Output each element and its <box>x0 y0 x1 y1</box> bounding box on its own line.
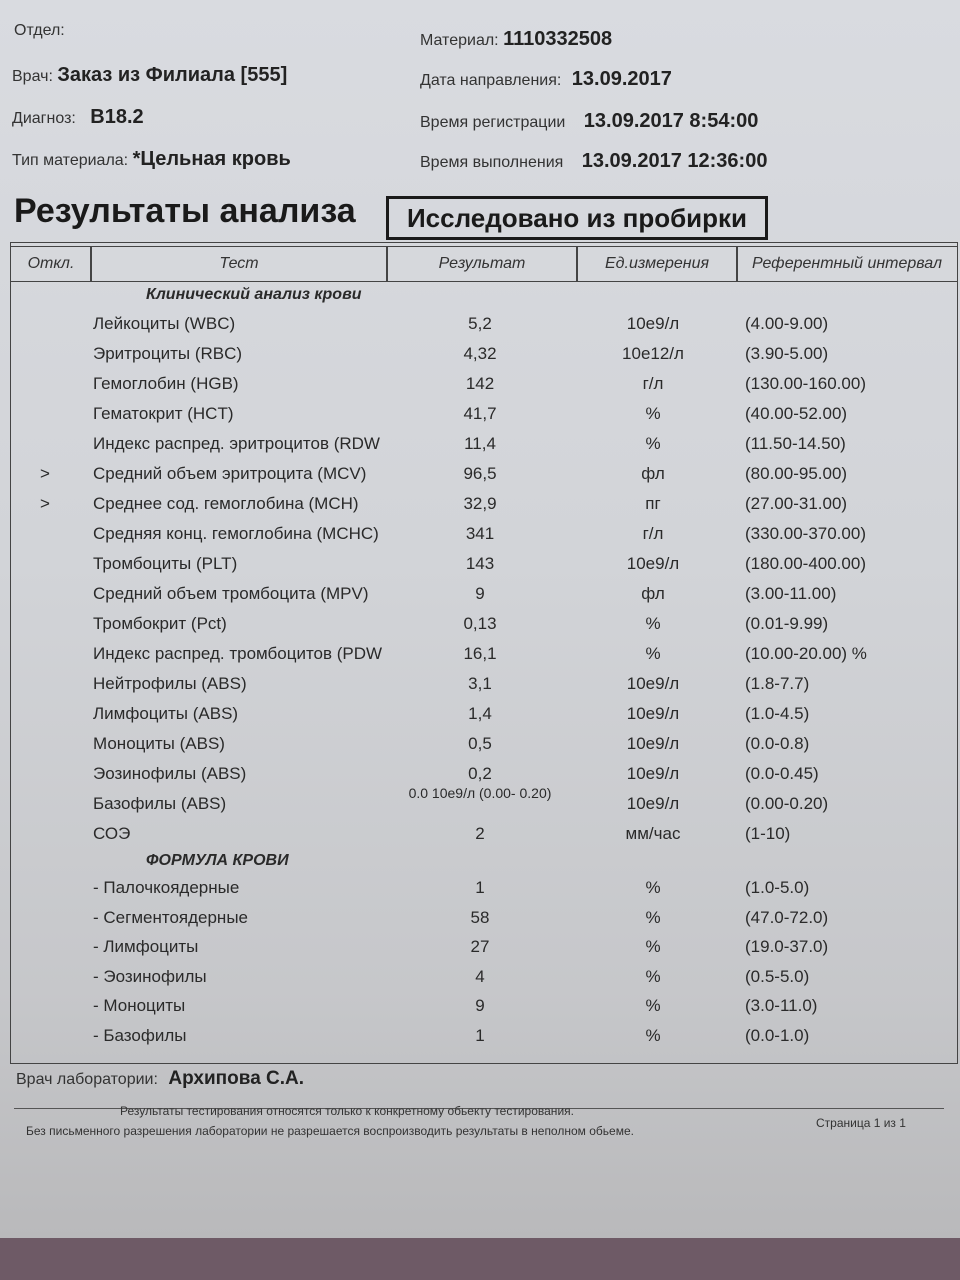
result-value: 4,32 <box>463 344 497 363</box>
test-name: Эозинофилы (ABS) <box>93 764 247 783</box>
test-name: Средний объем тромбоцита (MPV) <box>93 584 369 603</box>
unit-value: 10e12/л <box>622 344 684 363</box>
unit-value: 10e9/л <box>626 674 680 693</box>
unit-value: 10e9/л <box>626 764 680 783</box>
page-title: Результаты анализа <box>14 192 356 230</box>
unit-value: 10e9/л <box>626 704 680 723</box>
registration-value: 13.09.2017 8:54:00 <box>583 110 759 132</box>
doctor-label: Врач: <box>12 68 53 85</box>
result-value: 11,4 <box>464 434 496 453</box>
test-name: - Моноциты <box>93 996 186 1016</box>
footer-note-1: Результаты тестирования относятся только к конкретному обьекту тестирования. <box>120 1104 574 1118</box>
table-row <box>0 908 960 936</box>
reference-range: (1-10) <box>745 824 791 843</box>
test-name: Индекс распред. эритроцитов (RDW <box>93 434 380 453</box>
table-row <box>0 554 960 582</box>
referral-date-value: 13.09.2017 <box>571 68 672 90</box>
material-value: 1110332508 <box>503 28 613 50</box>
material-label: Материал: <box>420 32 499 49</box>
reference-range: (11.50-14.50) <box>745 434 846 453</box>
test-name: СОЭ <box>93 824 131 843</box>
diagnosis-value: B18.2 <box>90 106 144 128</box>
diagnosis-field <box>12 106 144 129</box>
test-name: - Палочкоядерные <box>93 878 240 897</box>
test-name: - Лимфоциты <box>93 937 199 957</box>
material-field <box>420 28 612 51</box>
table-row <box>0 464 960 492</box>
test-name: - Эозинофилы <box>93 966 207 986</box>
test-name: - Базофилы <box>93 1026 187 1045</box>
table-row <box>0 734 960 762</box>
table-row <box>0 1026 960 1054</box>
col-test: Тест <box>90 246 388 282</box>
result-value: 0,5 <box>468 734 492 753</box>
result-value: 58 <box>470 907 490 927</box>
reference-range: (130.00-160.00) <box>745 374 866 393</box>
result-value: 16,1 <box>463 644 497 663</box>
test-name: Гематокрит (HCT) <box>93 404 234 423</box>
table-row <box>0 824 960 852</box>
reference-range: (47.0-72.0) <box>745 907 829 927</box>
table-row <box>0 404 960 432</box>
table-row <box>0 434 960 462</box>
table-row <box>0 674 960 702</box>
result-value: 5,2 <box>468 314 492 333</box>
test-name: Средняя конц. гемоглобина (MCHC) <box>93 524 379 543</box>
table-row <box>0 704 960 732</box>
registration-field <box>420 110 758 133</box>
test-name: Эритроциты (RBC) <box>93 344 243 363</box>
test-name: - Сегментоядерные <box>93 907 248 927</box>
unit-value: г/л <box>642 374 664 393</box>
section-formula: ФОРМУЛА КРОВИ <box>146 852 289 869</box>
test-name: Лимфоциты (ABS) <box>93 704 239 723</box>
reference-range: (180.00-400.00) <box>745 554 866 573</box>
section-cbc: Клинический анализ крови <box>146 286 362 303</box>
reference-range: (80.00-95.00) <box>745 464 848 483</box>
result-value: 0,2 <box>468 764 492 783</box>
test-name: Среднее сод. гемоглобина (MCH) <box>93 494 359 513</box>
result-value: 9 <box>475 584 485 603</box>
reference-range: (4.00-9.00) <box>745 314 829 333</box>
table-row <box>0 644 960 672</box>
result-value: 142 <box>465 374 495 393</box>
test-name: Тромбоциты (PLT) <box>93 554 238 573</box>
unit-value: фл <box>641 464 665 483</box>
material-type-label: Тип материала: <box>12 152 129 169</box>
referral-date-field <box>420 68 672 91</box>
unit-value: % <box>645 907 661 927</box>
col-flag: Откл. <box>10 246 92 282</box>
reference-range: (3.00-11.00) <box>745 584 837 603</box>
unit-value: 10e9/л <box>626 314 680 333</box>
unit-value: % <box>645 878 661 897</box>
dept-label: Отдел: <box>14 22 65 39</box>
result-value: 96,5 <box>463 464 497 483</box>
reference-range: (0.01-9.99) <box>745 614 829 633</box>
table-row <box>0 937 960 965</box>
reference-range: (10.00-20.00) % <box>745 644 867 663</box>
result-value: 4 <box>475 966 485 986</box>
doctor-field <box>12 64 287 87</box>
completion-field <box>420 150 767 173</box>
test-name: Индекс распред. тромбоцитов (PDW <box>93 644 383 663</box>
test-name: Нейтрофилы (ABS) <box>93 674 247 693</box>
result-value: 3,1 <box>468 674 492 693</box>
table-row <box>0 524 960 552</box>
flag-cell: > <box>40 464 50 483</box>
reference-range: (1.0-5.0) <box>745 878 810 897</box>
reference-range: (3.90-5.00) <box>745 344 829 363</box>
lab-doctor-value: Архипова С.А. <box>168 1068 305 1089</box>
unit-value: пг <box>645 494 661 513</box>
reference-range: (1.0-4.5) <box>745 704 810 723</box>
unit-value: 10e9/л <box>626 554 680 573</box>
result-value: 9 <box>475 996 485 1016</box>
reference-range: (0.00-0.20) <box>745 794 829 813</box>
unit-value: 10e9/л <box>626 734 680 753</box>
table-row <box>0 967 960 995</box>
table-row <box>0 996 960 1024</box>
flag-cell: > <box>40 494 50 513</box>
unit-value: 10e9/л <box>626 794 680 813</box>
unit-value: % <box>645 966 661 986</box>
table-row <box>0 878 960 906</box>
test-name: Тромбокрит (Pct) <box>93 614 227 633</box>
table-row <box>0 614 960 642</box>
unit-value: % <box>645 996 661 1016</box>
unit-value: % <box>645 614 661 633</box>
referral-date-label: Дата направления: <box>420 72 562 89</box>
reference-range: (0.0-1.0) <box>745 1026 810 1045</box>
table-row <box>0 494 960 522</box>
result-value: 1 <box>475 878 485 897</box>
result-value: 32,9 <box>463 494 497 513</box>
result-value: 1 <box>475 1026 485 1045</box>
unit-value: % <box>645 937 661 957</box>
reference-range: (330.00-370.00) <box>745 524 866 543</box>
lab-doctor-field <box>16 1068 304 1090</box>
unit-value: г/л <box>642 524 664 543</box>
table-row <box>0 374 960 402</box>
result-value: 0.0 10e9/л (0.00- 0.20) <box>408 785 552 801</box>
reference-range: (27.00-31.00) <box>745 494 848 513</box>
reference-range: (19.0-37.0) <box>745 937 829 957</box>
page-number: Страница 1 из 1 <box>816 1116 906 1130</box>
diagnosis-label: Диагноз: <box>12 110 76 127</box>
reference-range: (0.0-0.8) <box>745 734 810 753</box>
result-value: 27 <box>470 937 490 957</box>
unit-value: фл <box>641 584 665 603</box>
unit-value: % <box>645 434 661 453</box>
completion-label: Время выполнения <box>420 154 564 171</box>
result-value: 341 <box>465 524 495 543</box>
material-type-field <box>12 148 291 171</box>
result-value: 41,7 <box>463 404 497 423</box>
result-value: 0,13 <box>463 614 497 633</box>
table-row <box>0 314 960 342</box>
result-value: 143 <box>465 554 495 573</box>
col-unit: Ед.измерения <box>576 246 738 282</box>
reference-range: (3.0-11.0) <box>745 996 818 1016</box>
table-row <box>0 344 960 372</box>
tube-box: Исследовано из пробирки <box>386 196 768 240</box>
completion-value: 13.09.2017 12:36:00 <box>581 150 768 172</box>
material-type-value: *Цельная кровь <box>132 148 291 170</box>
doctor-value: Заказ из Филиала [555] <box>57 64 288 86</box>
table-row <box>0 584 960 612</box>
test-name: Средний объем эритроцита (MCV) <box>93 464 367 483</box>
col-ref: Референтный интервал <box>736 246 958 282</box>
reference-range: (1.8-7.7) <box>745 674 810 693</box>
unit-value: мм/час <box>625 824 681 843</box>
test-name: Лейкоциты (WBC) <box>93 314 236 333</box>
test-name: Базофилы (ABS) <box>93 794 227 813</box>
test-name: Моноциты (ABS) <box>93 734 225 753</box>
result-value: 2 <box>475 824 485 843</box>
footer-note-2: Без письменного разрешения лаборатории не разрешается воспроизводить результаты в неполном обьеме. <box>26 1124 634 1138</box>
reference-range: (40.00-52.00) <box>745 404 848 423</box>
reference-range: (0.5-5.0) <box>745 966 810 986</box>
test-name: Гемоглобин (HGB) <box>93 374 239 393</box>
col-result: Результат <box>386 246 578 282</box>
unit-value: % <box>645 404 661 423</box>
lab-doctor-label: Врач лаборатории: <box>16 1071 158 1088</box>
result-value: 1,4 <box>468 704 492 723</box>
unit-value: % <box>645 644 661 663</box>
registration-label: Время регистрации <box>420 114 566 131</box>
unit-value: % <box>645 1026 661 1045</box>
reference-range: (0.0-0.45) <box>745 764 819 783</box>
table-row <box>0 785 960 822</box>
